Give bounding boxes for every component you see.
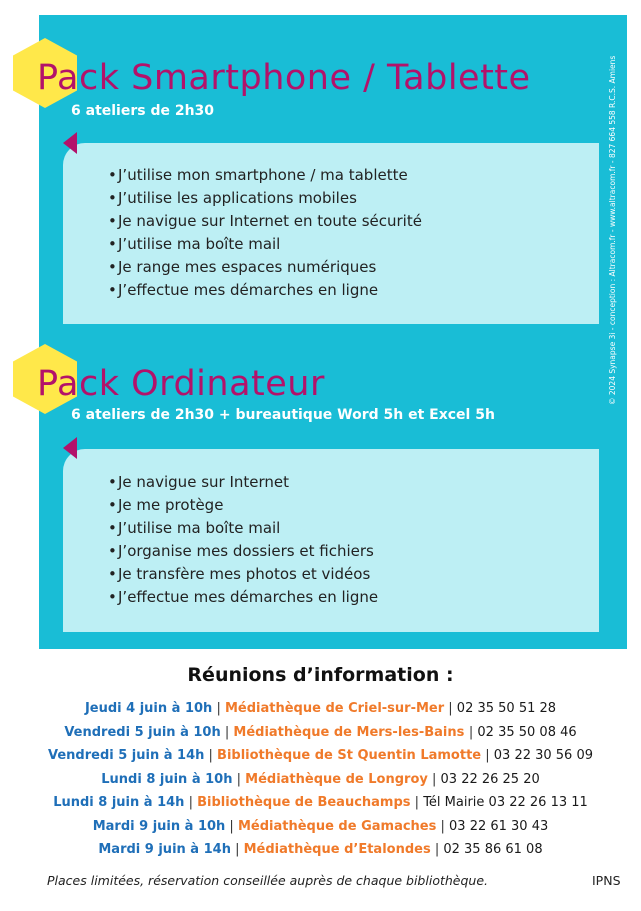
session-row: Lundi 8 juin à 14h | Bibliothèque de Beauchamps | Tél Mairie 03 22 26 13 11 <box>53 795 588 810</box>
list-item: •J’effectue mes démarches en ligne <box>108 281 379 299</box>
session-row: Lundi 8 juin à 10h | Médiathèque de Longroy | 03 22 26 25 20 <box>101 771 540 787</box>
session-row: Mardi 9 juin à 10h | Médiathèque de Gamaches | 03 22 61 30 43 <box>92 818 549 834</box>
copyright-credit: © 2024 Synapse 3i - conception : Altracom.fr - www.altracom.fr - 827 664 558 R.C.S. Amiens <box>608 55 617 405</box>
list-item: •J’utilise les applications mobiles <box>108 189 357 207</box>
pack-smartphone-subtitle: 6 ateliers de 2h30 <box>71 103 215 119</box>
session-row: Vendredi 5 juin à 14h | Bibliothèque de St Quentin Lamotte | 03 22 30 56 09 <box>47 748 594 763</box>
session-row: Mardi 9 juin à 14h | Médiathèque d’Etalondes | 02 35 86 61 08 <box>98 842 543 857</box>
list-item: •J’utilise ma boîte mail <box>108 235 281 253</box>
list-item: •Je range mes espaces numériques <box>108 258 377 276</box>
list-item: •Je navigue sur Internet en toute sécurité <box>108 212 422 230</box>
triangle-icon <box>63 437 77 459</box>
list-item: •Je navigue sur Internet <box>108 473 290 491</box>
list-item: •Je transfère mes photos et vidéos <box>108 565 371 583</box>
pack-ordinateur-subtitle: 6 ateliers de 2h30 + bureautique Word 5h et Excel 5h <box>71 407 495 423</box>
list-item: •J’organise mes dossiers et fichiers <box>108 542 374 560</box>
pack-smartphone-list <box>108 164 422 302</box>
footer-note: Places limitées, réservation conseillée auprès de chaque bibliothèque. <box>47 873 488 888</box>
list-item: •Je me protège <box>108 496 224 514</box>
session-row: Jeudi 4 juin à 10h | Médiathèque de Criel-sur-Mer | 02 35 50 51 28 <box>84 701 557 716</box>
list-item: •J’utilise mon smartphone / ma tablette <box>108 166 408 184</box>
pack-smartphone-title: Pack Smartphone / Tablette <box>37 58 531 98</box>
list-item: •J’utilise ma boîte mail <box>108 519 281 537</box>
sessions-list <box>0 697 641 862</box>
ipns-label: IPNS <box>592 873 621 888</box>
triangle-icon <box>63 132 77 154</box>
reunions-title: Réunions d’information : <box>187 664 454 686</box>
pack-ordinateur-list <box>108 471 378 609</box>
pack-ordinateur-title: Pack Ordinateur <box>37 364 325 404</box>
list-item: •J’effectue mes démarches en ligne <box>108 588 379 606</box>
session-row: Vendredi 5 juin à 10h | Médiathèque de Mers-les-Bains | 02 35 50 08 46 <box>64 724 577 740</box>
